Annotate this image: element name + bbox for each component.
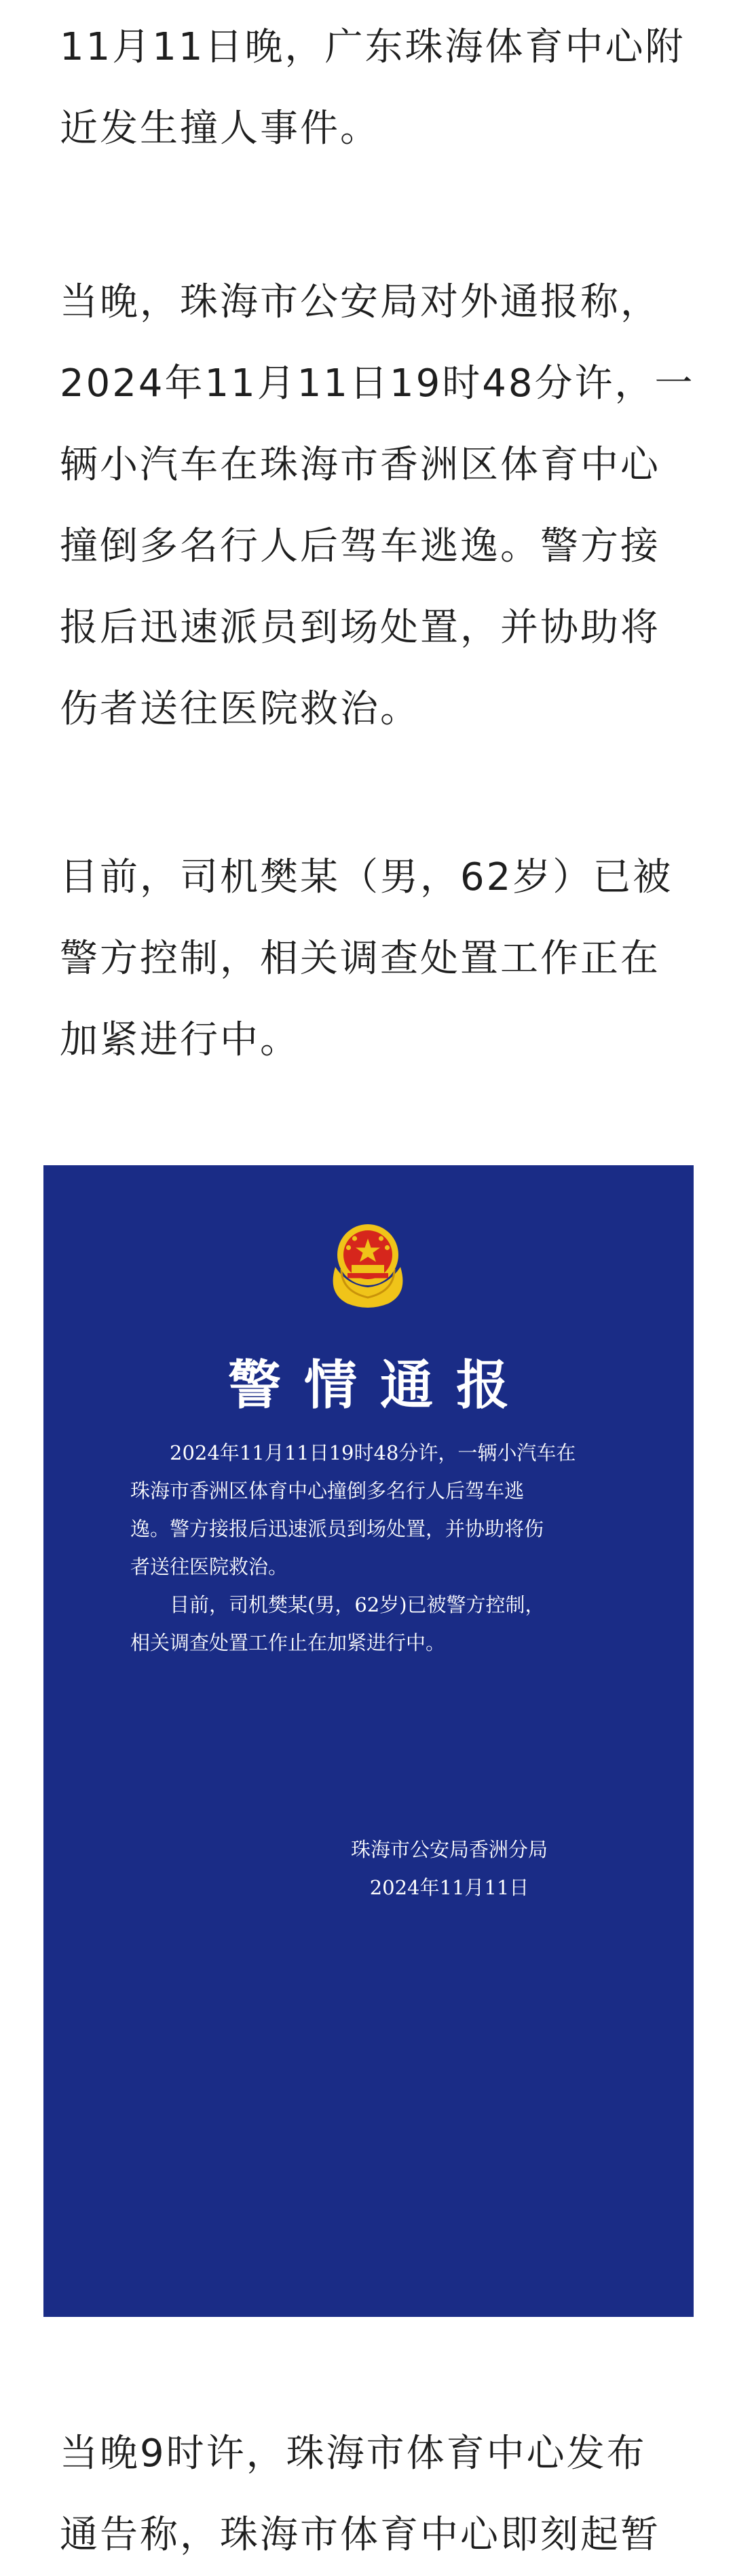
notice-line: 珠海市香洲区体育中心撞倒多名行人后驾车逃	[130, 1479, 525, 1502]
notice-date: 2024年11月11日	[369, 1876, 529, 1899]
notice-line: 相关调查处置工作止在加紧进行中。	[130, 1631, 446, 1654]
police-notice-image[interactable]	[43, 1165, 694, 2317]
text-line: 近发生撞人事件。	[60, 106, 380, 151]
paragraph-police-statement	[60, 262, 695, 750]
notice-line: 2024年11月11日19时48分许，一辆小汽车在	[130, 1441, 576, 1464]
text-line: 报后迅速派员到场处置，并协助将	[60, 606, 660, 650]
text-line: 加紧进行中。	[60, 1018, 300, 1062]
paragraph-intro	[60, 7, 684, 170]
text-line: 2024年11月11日19时48分许，一	[60, 362, 695, 406]
notice-body	[130, 1434, 633, 1662]
text-line: 通告称，珠海市体育中心即刻起暂	[60, 2513, 660, 2557]
police-emblem-icon	[317, 1214, 419, 1316]
text-line: 撞倒多名行人后驾车逃逸。警方接	[60, 524, 660, 568]
text-line: 当晚，珠海市公安局对外通报称，	[60, 280, 660, 324]
text-line: 辆小汽车在珠海市香洲区体育中心	[60, 443, 660, 487]
paragraph-stadium-notice	[60, 2413, 684, 2576]
text-line: 目前，司机樊某（男，62岁）已被	[60, 855, 673, 899]
notice-line: 者送往医院救治。	[130, 1555, 288, 1578]
notice-signature: 珠海市公安局香洲分局	[350, 1838, 548, 1861]
text-line: 当晚9时许，珠海市体育中心发布	[60, 2432, 647, 2476]
notice-title: 警情通报	[227, 1354, 532, 1416]
text-line: 伤者送往医院救治。	[60, 687, 420, 731]
notice-signature-block	[347, 1831, 551, 1907]
notice-line: 目前，司机樊某(男，62岁)已被警方控制，	[130, 1593, 545, 1616]
text-line: 警方控制，相关调查处置工作正在	[60, 937, 660, 981]
paragraph-driver-status	[60, 837, 684, 1081]
notice-line: 逸。警方接报后迅速派员到场处置，并协助将伤	[130, 1517, 544, 1540]
text-line: 11月11日晚，广东珠海体育中心附	[60, 25, 685, 69]
